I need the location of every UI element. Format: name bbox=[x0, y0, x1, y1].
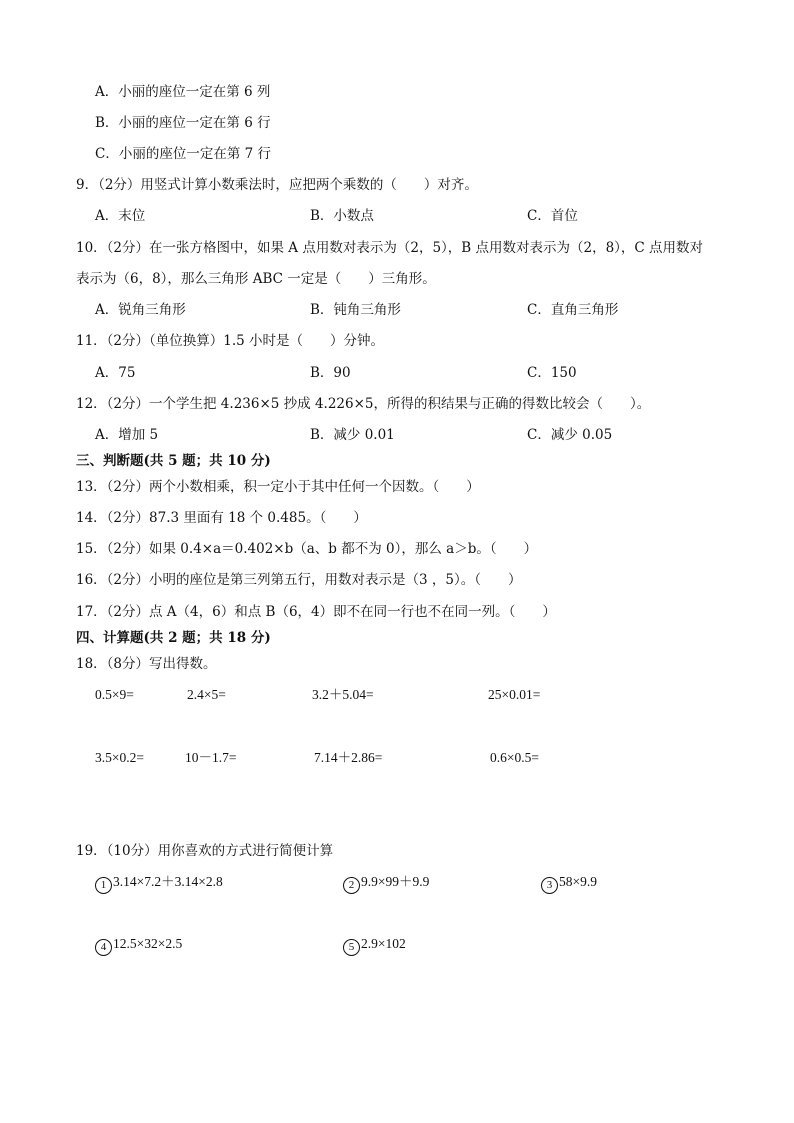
section3-title: 三、判断题(共 5 题；共 10 分) bbox=[76, 453, 271, 469]
q19-expression: 3.14×7.2＋3.14×2.8 bbox=[113, 874, 223, 889]
q10-stem-line2: 表示为（6，8），那么三角形 ABC 一定是（ ）三角形。 bbox=[76, 271, 436, 287]
q19-item-5 bbox=[343, 934, 406, 956]
q9-option-a: A．末位 bbox=[95, 208, 146, 224]
q10-stem-line1: 10．（2分）在一张方格图中，如果 A 点用数对表示为（2，5），B 点用数对表示为（2，8），C 点用数对 bbox=[76, 240, 704, 256]
circled-number: 2 bbox=[343, 877, 360, 894]
q9-option-b: B．小数点 bbox=[310, 208, 374, 224]
q18-item: 25×0.01= bbox=[488, 687, 541, 702]
q15-stem: 15．（2分）如果 0.4×a＝0.402×b（a、b 都不为 0），那么 a＞b。（ ） bbox=[76, 541, 538, 557]
q18-item: 3.2＋5.04= bbox=[312, 687, 374, 702]
q11-option-b: B．90 bbox=[310, 365, 351, 381]
q12-option-c: C．减少 0.05 bbox=[527, 427, 613, 443]
q10-option-b: B．钝角三角形 bbox=[310, 302, 401, 318]
q11-stem: 11．（2分）（单位换算）1.5 小时是（ ）分钟。 bbox=[76, 333, 385, 349]
q18-item: 10－1.7= bbox=[185, 750, 237, 765]
q18-item: 7.14＋2.86= bbox=[314, 750, 383, 765]
q18-item: 3.5×0.2= bbox=[95, 750, 144, 765]
circled-number: 5 bbox=[343, 939, 360, 956]
q17-stem: 17．（2分）点 A（4，6）和点 B（6，4）即不在同一行也不在同一列。（ ） bbox=[76, 604, 556, 620]
q19-expression: 2.9×102 bbox=[361, 936, 406, 951]
section4-title: 四、计算题(共 2 题；共 18 分) bbox=[76, 630, 271, 646]
q19-item-2 bbox=[343, 872, 429, 894]
q12-option-b: B．减少 0.01 bbox=[310, 427, 395, 443]
q8-option-b: B．小丽的座位一定在第 6 行 bbox=[95, 115, 271, 131]
q16-stem: 16．（2分）小明的座位是第三列第五行，用数对表示是（3 ，5）。（ ） bbox=[76, 572, 522, 588]
q18-item: 0.6×0.5= bbox=[490, 750, 539, 765]
circled-number: 1 bbox=[95, 877, 112, 894]
q19-item-1 bbox=[95, 872, 223, 894]
q10-option-c: C．直角三角形 bbox=[527, 302, 619, 318]
q10-option-a: A．锐角三角形 bbox=[95, 302, 186, 318]
q9-option-c: C．首位 bbox=[527, 208, 578, 224]
q9-stem: 9．（2分）用竖式计算小数乘法时，应把两个乘数的（ ）对齐。 bbox=[76, 177, 478, 193]
q8-option-a: A．小丽的座位一定在第 6 列 bbox=[95, 84, 271, 100]
q13-stem: 13．（2分）两个小数相乘，积一定小于其中任何一个因数。（ ） bbox=[76, 479, 480, 495]
q12-stem: 12．（2分）一个学生把 4.236×5 抄成 4.226×5，所得的积结果与正确的得数比较会（ ）。 bbox=[76, 396, 651, 412]
q18-item: 0.5×9= bbox=[95, 687, 134, 702]
circled-number: 3 bbox=[541, 877, 558, 894]
q19-item-4 bbox=[95, 934, 182, 956]
q19-item-3 bbox=[541, 872, 597, 894]
q14-stem: 14．（2分）87.3 里面有 18 个 0.485。（ ） bbox=[76, 510, 367, 526]
q11-option-c: C．150 bbox=[527, 365, 577, 381]
q8-option-c: C．小丽的座位一定在第 7 行 bbox=[95, 146, 272, 162]
q19-stem: 19．（10分）用你喜欢的方式进行简便计算 bbox=[76, 843, 334, 859]
circled-number: 4 bbox=[95, 939, 112, 956]
q18-stem: 18．（8分）写出得数。 bbox=[76, 656, 217, 672]
q18-item: 2.4×5= bbox=[187, 687, 226, 702]
q11-option-a: A．75 bbox=[95, 365, 136, 381]
q19-expression: 9.9×99＋9.9 bbox=[361, 874, 430, 889]
q19-expression: 58×9.9 bbox=[559, 874, 597, 889]
q19-expression: 12.5×32×2.5 bbox=[113, 936, 183, 951]
q12-option-a: A．增加 5 bbox=[95, 427, 159, 443]
